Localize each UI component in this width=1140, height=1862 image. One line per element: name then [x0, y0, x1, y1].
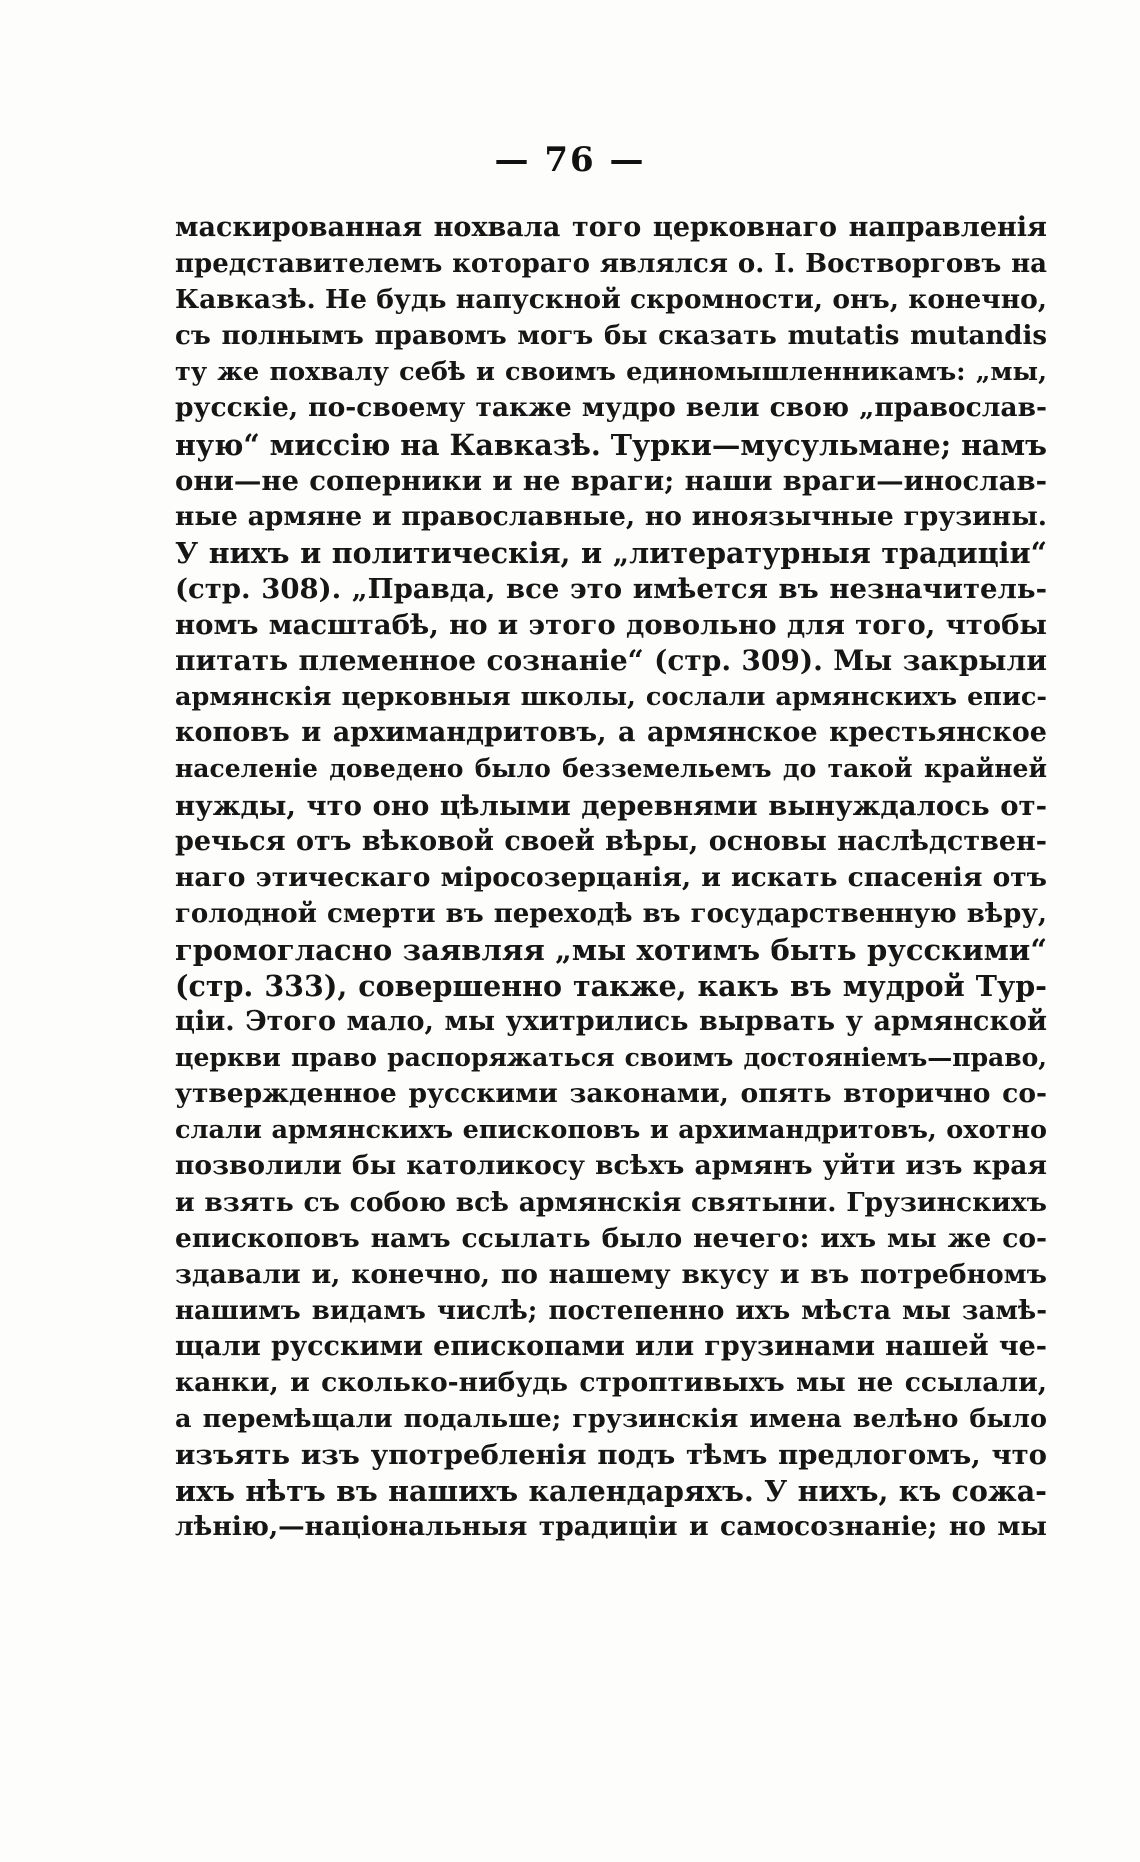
text-line: нужды, что оно цѣлыми деревнями вынуждалось от-: [175, 789, 1047, 822]
text-line: громогласно заявляя „мы хотимъ быть русскими“: [175, 932, 1047, 967]
text-line: церкви право распоряжаться своимъ достояніемъ—право,: [175, 1043, 1047, 1073]
body-text: [175, 210, 1047, 1545]
text-line: номъ масштабѣ, но и этого довольно для того, чтобы: [175, 609, 1047, 642]
text-line: питать племенное сознаніе“ (стр. 309). Мы закрыли: [175, 644, 1047, 678]
text-line: (стр. 308). „Правда, все это имѣется въ незначитель-: [175, 572, 1047, 605]
text-line: ную“ миссію на Кавказѣ. Турки—мусульмане; намъ: [175, 427, 1047, 462]
text-line: позволили бы католикосу всѣхъ армянъ уйти изъ края: [175, 1150, 1047, 1182]
text-line: они—не соперники и не враги; наши враги—инослав-: [175, 464, 1047, 497]
text-line: епископовъ намъ ссылать было нечего: ихъ мы же со-: [175, 1222, 1047, 1254]
text-line: изъять изъ употребленія подъ тѣмъ предлогомъ, что: [175, 1439, 1047, 1472]
text-line: представителемъ котораго являлся о. І. Востворговъ на: [175, 249, 1047, 280]
text-line: ціи. Этого мало, мы ухитрились вырвать у армянской: [175, 1006, 1047, 1038]
text-line: маскированная нохвала того церковнаго направленія: [175, 212, 1047, 243]
text-line: ихъ нѣтъ въ нашихъ календаряхъ. У нихъ, къ сожа-: [175, 1474, 1047, 1509]
text-line: здавали и, конечно, по нашему вкусу и въ потребномъ: [175, 1258, 1047, 1290]
text-line: а перемѣщали подальше; грузинскія имена велѣно было: [175, 1404, 1047, 1435]
text-line: голодной смерти въ переходѣ въ государственную вѣру,: [175, 898, 1047, 929]
text-line: Кавказѣ. Не будь напускной скромности, онъ, конечно,: [175, 284, 1047, 316]
text-line: ту же похвалу себѣ и своимъ единомышленникамъ: „мы,: [175, 357, 1047, 388]
text-line: съ полнымъ правомъ могъ бы сказать mutatis mutandis: [175, 321, 1047, 352]
text-line: щали русскими епископами или грузинами нашей че-: [175, 1330, 1047, 1362]
text-line: наго этическаго міросозерцанія, и искать спасенія отъ: [175, 861, 1047, 893]
text-line: лѣнію,—національныя традиціи и самосознаніе; но мы: [175, 1511, 1047, 1543]
text-line: нашимъ видамъ числѣ; постепенно ихъ мѣста мы замѣ-: [175, 1295, 1047, 1326]
text-line: У нихъ и политическія, и „литературныя традиціи“: [175, 535, 1047, 570]
text-line: утвержденное русскими законами, опять вторично со-: [175, 1078, 1047, 1110]
text-line: коповъ и архимандритовъ, а армянское крестьянское: [175, 717, 1047, 749]
text-line: населеніе доведено было безземельемъ до такой крайней: [175, 754, 1047, 784]
text-line: армянскія церковныя школы, сослали армянскихъ епис-: [175, 682, 1047, 713]
text-line: и взять съ собою всѣ армянскія святыни. Грузинскихъ: [175, 1186, 1047, 1218]
page-number: — 76 —: [494, 140, 646, 180]
text-line: ные армяне и православные, но иноязычные грузины.: [175, 500, 1047, 532]
text-line: канки, и сколько-нибудь строптивыхъ мы не ссылали,: [175, 1367, 1047, 1398]
text-line: (стр. 333), совершенно также, какъ въ мудрой Тур-: [175, 968, 1047, 1003]
text-line: русскіе, по-своему также мудро вели свою „православ-: [175, 392, 1047, 424]
text-line: слали армянскихъ епископовъ и архимандритовъ, охотно: [175, 1115, 1047, 1146]
text-line: речься отъ вѣковой своей вѣры, основы наслѣдствен-: [175, 825, 1047, 857]
